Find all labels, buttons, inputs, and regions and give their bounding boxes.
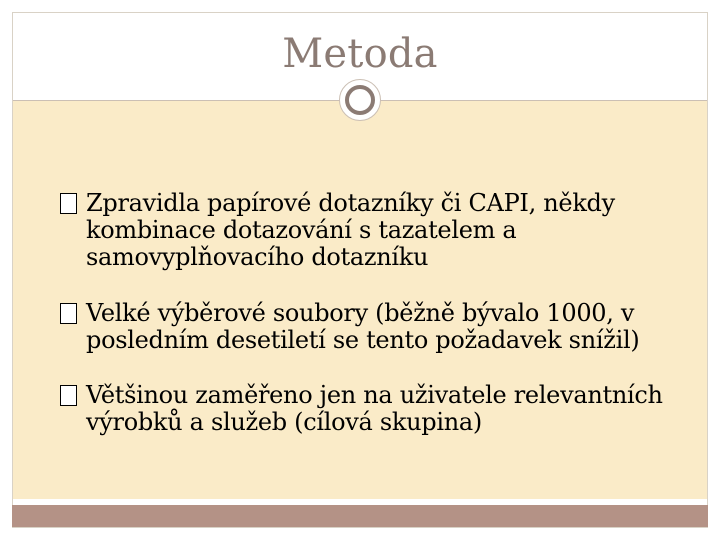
bullet-list (60, 190, 680, 464)
bullet-text: Velké výběrové soubory (běžně bývalo 1000, v posledním desetiletí se tento požadavek snížil) (86, 299, 640, 354)
bullet-text: Většinou zaměřeno jen na uživatele relevantních výrobků a služeb (cílová skupina) (86, 381, 663, 436)
bullet-item (60, 382, 680, 436)
footer-bar (12, 505, 708, 527)
square-bullet-icon (60, 193, 77, 214)
bullet-text: Zpravidla papírové dotazníky či CAPI, někdy kombinace dotazování s tazatelem a samovyplňovacího dotazníku (86, 189, 615, 271)
bullet-item (60, 190, 680, 271)
square-bullet-icon (60, 385, 77, 406)
bullet-item (60, 300, 680, 354)
ring-icon (339, 79, 381, 121)
ring-inner (345, 85, 375, 115)
slide-title: Metoda (282, 31, 438, 77)
square-bullet-icon (60, 303, 77, 324)
